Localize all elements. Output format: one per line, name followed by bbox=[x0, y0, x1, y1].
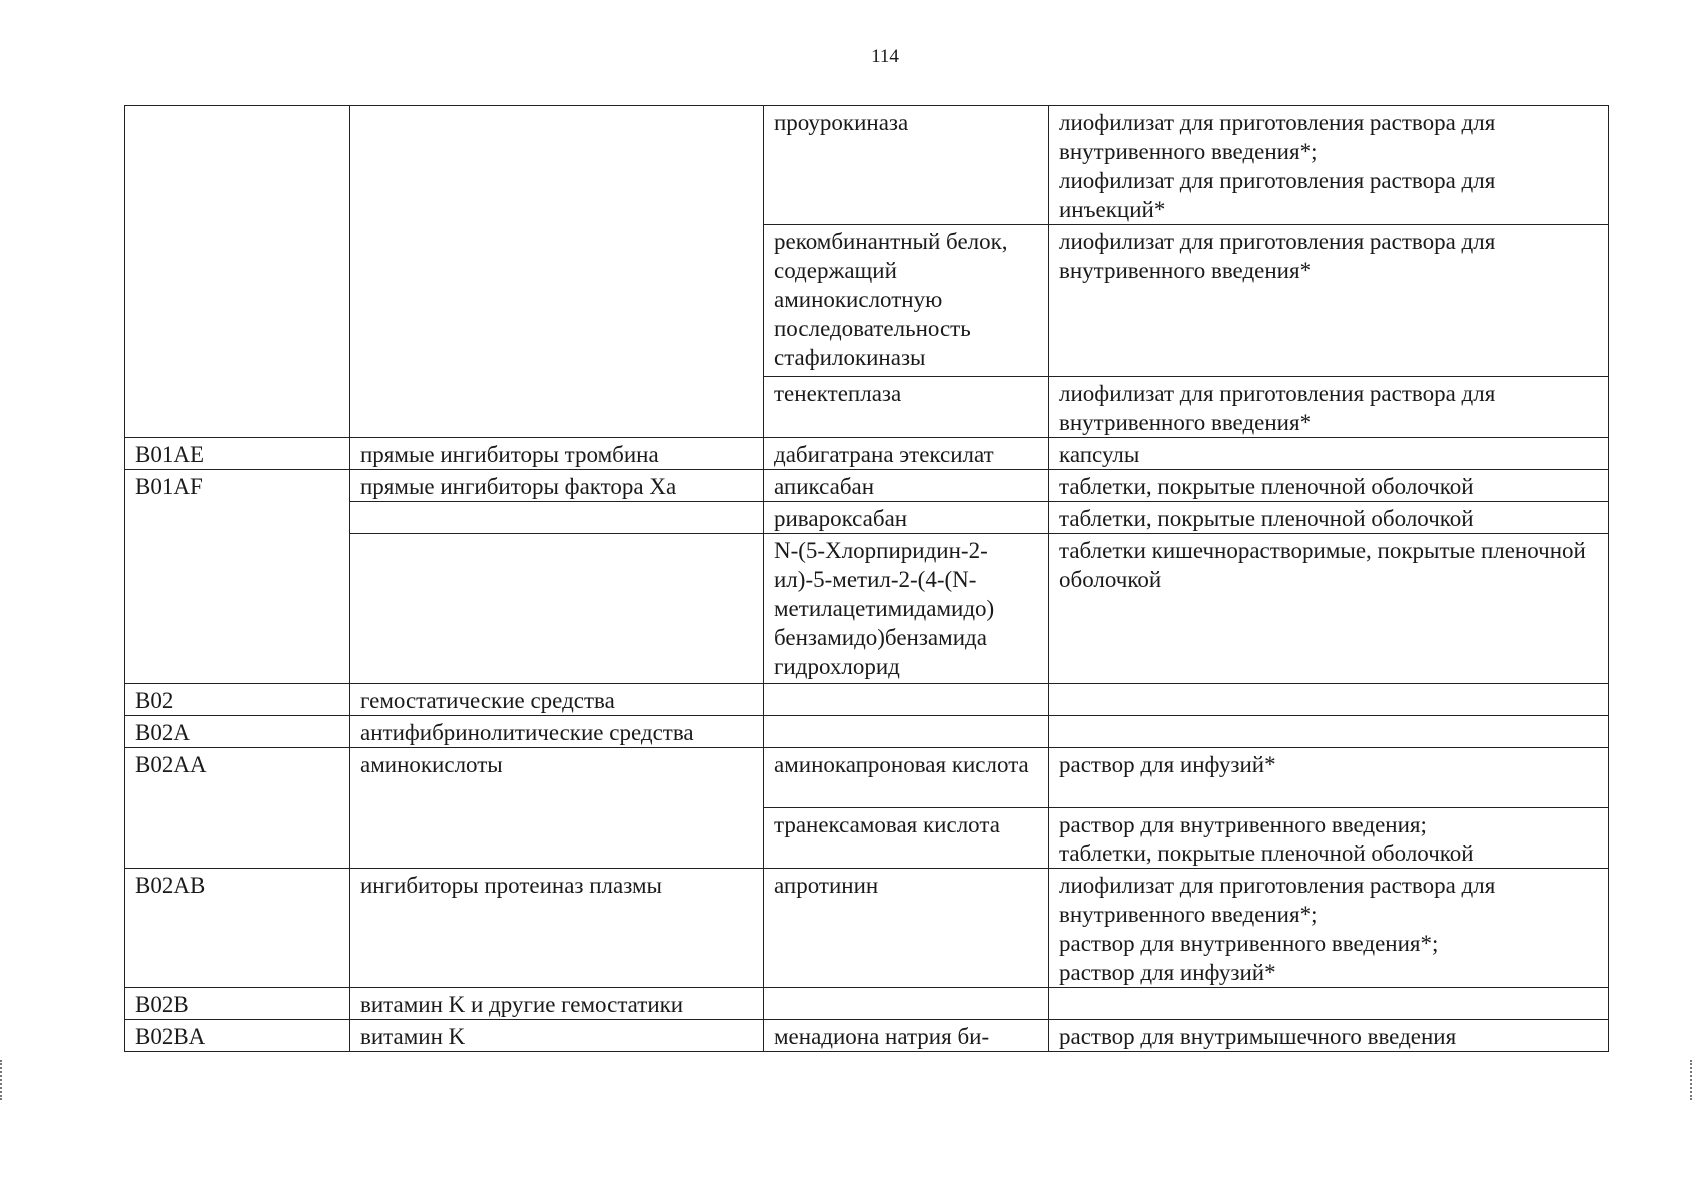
table-row bbox=[125, 106, 1609, 225]
drug-cell: транексамовая кислота bbox=[764, 808, 1049, 869]
group-cell: аминокислоты bbox=[350, 748, 764, 869]
table-row bbox=[125, 1020, 1609, 1052]
table-row bbox=[125, 748, 1609, 808]
code-cell: B02AB bbox=[125, 869, 350, 988]
drug-cell: тенектеплаза bbox=[764, 377, 1049, 438]
code-cell bbox=[125, 106, 350, 438]
drug-cell bbox=[764, 716, 1049, 748]
group-cell: витамин K bbox=[350, 1020, 764, 1052]
drug-cell: аминокапроновая кислота bbox=[764, 748, 1049, 808]
form-line: таблетки кишечнорастворимые, покрытые пленочной оболочкой bbox=[1059, 538, 1586, 592]
drug-cell: N-(5-Хлорпиридин-2-ил)-5-метил-2-(4-(N-метилацетимидамидо) бензамидо)бензамида гидрохлорид bbox=[764, 534, 1049, 684]
form-cell bbox=[1049, 748, 1609, 808]
form-cell bbox=[1049, 502, 1609, 534]
table-row bbox=[125, 716, 1609, 748]
form-cell bbox=[1049, 869, 1609, 988]
group-cell: антифибринолитические средства bbox=[350, 716, 764, 748]
form-line: раствор для инфузий* bbox=[1059, 752, 1276, 777]
form-cell bbox=[1049, 716, 1609, 748]
form-line: таблетки, покрытые пленочной оболочкой bbox=[1059, 474, 1474, 499]
group-cell bbox=[350, 534, 764, 684]
group-cell: ингибиторы протеиназ плазмы bbox=[350, 869, 764, 988]
drug-cell: апиксабан bbox=[764, 470, 1049, 502]
form-line: капсулы bbox=[1059, 442, 1140, 467]
drug-cell: проурокиназа bbox=[764, 106, 1049, 225]
scan-edge-mark bbox=[0, 1060, 5, 1100]
form-line: раствор для инфузий* bbox=[1059, 960, 1276, 985]
group-cell: витамин K и другие гемостатики bbox=[350, 988, 764, 1020]
form-cell bbox=[1049, 470, 1609, 502]
form-line: лиофилизат для приготовления раствора для внутривенного введения*; bbox=[1059, 873, 1496, 927]
form-cell bbox=[1049, 225, 1609, 377]
table-row bbox=[125, 869, 1609, 988]
group-cell: прямые ингибиторы фактора Xa bbox=[350, 470, 764, 502]
table-row bbox=[125, 438, 1609, 470]
code-cell: B02B bbox=[125, 988, 350, 1020]
drug-cell bbox=[764, 988, 1049, 1020]
form-cell bbox=[1049, 106, 1609, 225]
group-cell bbox=[350, 106, 764, 438]
group-cell: гемостатические средства bbox=[350, 684, 764, 716]
form-line: лиофилизат для приготовления раствора для внутривенного введения*; bbox=[1059, 110, 1496, 164]
drug-cell: дабигатрана этексилат bbox=[764, 438, 1049, 470]
group-cell bbox=[350, 502, 764, 534]
form-cell bbox=[1049, 988, 1609, 1020]
drug-cell: рекомбинантный белок, содержащий аминокислотную последовательность стафилокиназы bbox=[764, 225, 1049, 377]
scan-edge-mark bbox=[1690, 1060, 1695, 1100]
form-cell bbox=[1049, 684, 1609, 716]
table-row bbox=[125, 988, 1609, 1020]
table-row bbox=[125, 470, 1609, 502]
form-line: лиофилизат для приготовления раствора для внутривенного введения* bbox=[1059, 381, 1496, 435]
form-line: таблетки, покрытые пленочной оболочкой bbox=[1059, 506, 1474, 531]
group-cell: прямые ингибиторы тромбина bbox=[350, 438, 764, 470]
code-cell: B01AF bbox=[125, 470, 350, 684]
table-row bbox=[125, 684, 1609, 716]
drug-table bbox=[124, 105, 1609, 1052]
form-line: раствор для внутривенного введения; bbox=[1059, 812, 1427, 837]
form-line: лиофилизат для приготовления раствора для инъекций* bbox=[1059, 168, 1496, 222]
page-number: 114 bbox=[871, 46, 899, 67]
form-cell bbox=[1049, 377, 1609, 438]
form-cell bbox=[1049, 808, 1609, 869]
form-line: лиофилизат для приготовления раствора для внутривенного введения* bbox=[1059, 229, 1496, 283]
form-line: таблетки, покрытые пленочной оболочкой bbox=[1059, 841, 1474, 866]
code-cell: B02A bbox=[125, 716, 350, 748]
drug-cell: ривароксабан bbox=[764, 502, 1049, 534]
code-cell: B02 bbox=[125, 684, 350, 716]
drug-cell: апротинин bbox=[764, 869, 1049, 988]
code-cell: B01AE bbox=[125, 438, 350, 470]
form-line: раствор для внутривенного введения*; bbox=[1059, 931, 1439, 956]
drug-cell: менадиона натрия би- bbox=[764, 1020, 1049, 1052]
drug-cell bbox=[764, 684, 1049, 716]
code-cell: B02AA bbox=[125, 748, 350, 869]
code-cell: B02BA bbox=[125, 1020, 350, 1052]
form-cell bbox=[1049, 534, 1609, 684]
form-cell bbox=[1049, 438, 1609, 470]
form-line: раствор для внутримышечного введения bbox=[1059, 1024, 1457, 1049]
form-cell bbox=[1049, 1020, 1609, 1052]
